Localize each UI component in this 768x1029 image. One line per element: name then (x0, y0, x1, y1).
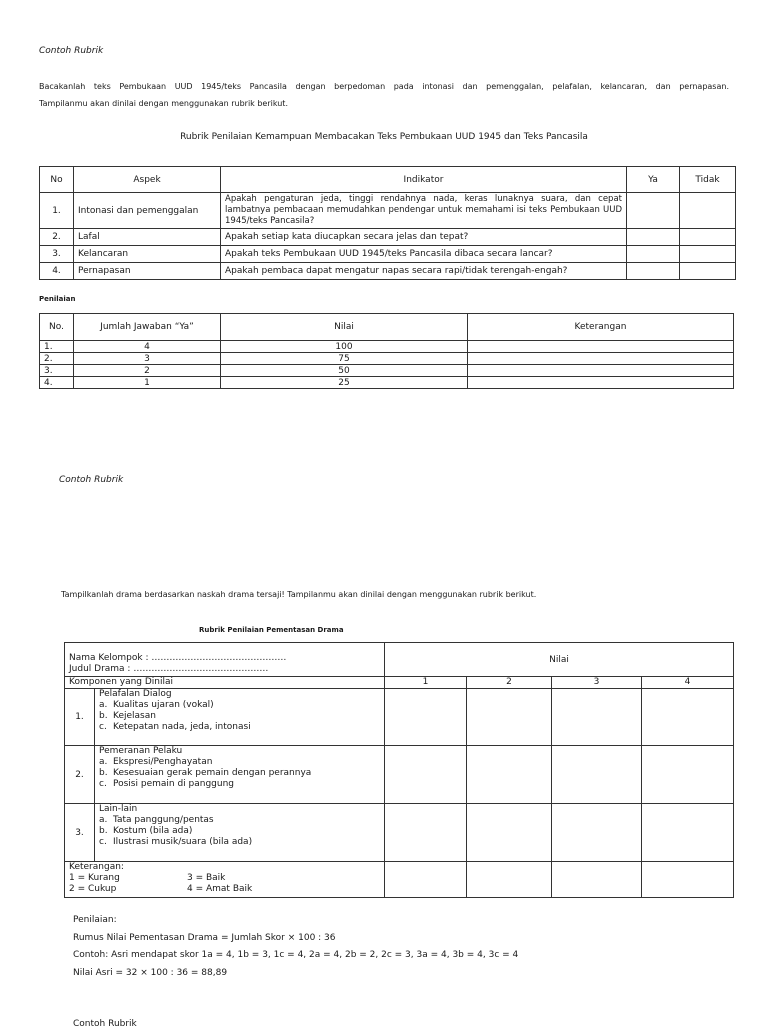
component-no: 1. (65, 689, 95, 746)
row-jumlah: 3 (74, 353, 221, 365)
table-row (40, 341, 734, 353)
score-conversion-table (39, 313, 734, 389)
score-col-2: 2 (467, 677, 552, 689)
table-row (40, 377, 734, 389)
row-no: 3. (40, 246, 74, 263)
component-detail (95, 804, 385, 862)
section1-table-title: Rubrik Penilaian Kemampuan Membacakan Teks Pembukaan UUD 1945 dan Teks Pancasila (180, 132, 588, 142)
component-item: a. Tata panggung/pentas (99, 815, 214, 825)
table-header-row (65, 677, 734, 689)
component-detail (95, 746, 385, 804)
nilai-asri: Nilai Asri = 32 × 100 : 36 = 88,89 (73, 968, 228, 978)
row-tidak-cell[interactable] (680, 246, 736, 263)
component-item: b. Kesesuaian gerak pemain dengan perannya (99, 768, 312, 778)
contoh-skor: Contoh: Asri mendapat skor 1a = 4, 1b = 3, 1c = 4, 2a = 4, 2b = 2, 2c = 3, 3a = 4, 3b = 4, 3c = 4 (73, 950, 519, 960)
score-col-3: 3 (552, 677, 642, 689)
row-nilai: 25 (221, 377, 468, 389)
judul-drama: Judul Drama : ……………………………………… (69, 664, 269, 674)
col-header-tidak: Tidak (680, 167, 736, 193)
legend-baik: 3 = Baik (187, 873, 226, 883)
section1-heading: Contoh Rubrik (39, 46, 104, 56)
component-item: c. Posisi pemain di panggung (99, 779, 235, 789)
row-no: 2. (40, 353, 74, 365)
component-item: a. Kualitas ujaran (vokal) (99, 700, 214, 710)
row-nilai: 75 (221, 353, 468, 365)
col-header-nilai: Nilai (221, 314, 468, 341)
row-nilai: 50 (221, 365, 468, 377)
component-no: 3. (65, 804, 95, 862)
row-no: 3. (40, 365, 74, 377)
table-row (40, 246, 736, 263)
score-cell[interactable] (642, 746, 734, 804)
row-ya-cell[interactable] (627, 193, 680, 229)
row-tidak-cell[interactable] (680, 263, 736, 280)
row-keterangan-cell[interactable] (468, 377, 734, 389)
row-indikator: Apakah pengaturan jeda, tinggi rendahnya nada, keras lunaknya suara, dan cepat lambatnya pembacaan memudahkan pendengar untuk memahami isi teks Pembukaan UUD 1945/teks Pancasila? (221, 193, 627, 229)
col-header-indikator: Indikator (221, 167, 627, 193)
row-jumlah: 2 (74, 365, 221, 377)
component-title: Pemeranan Pelaku (99, 746, 183, 756)
score-cell[interactable] (552, 862, 642, 898)
table-header-row (40, 167, 736, 193)
row-jumlah: 4 (74, 341, 221, 353)
score-cell[interactable] (467, 862, 552, 898)
component-item: c. Ketepatan nada, jeda, intonasi (99, 722, 251, 732)
keterangan-label: Keterangan: (69, 862, 124, 872)
row-no: 4. (40, 377, 74, 389)
table-row (40, 229, 736, 246)
col-header-keterangan: Keterangan (468, 314, 734, 341)
col-header-ya: Ya (627, 167, 680, 193)
table-row (40, 193, 736, 229)
row-jumlah: 1 (74, 377, 221, 389)
row-ya-cell[interactable] (627, 263, 680, 280)
legend-cell (65, 862, 385, 898)
row-keterangan-cell[interactable] (468, 353, 734, 365)
component-row (65, 804, 734, 862)
score-cell[interactable] (467, 804, 552, 862)
row-keterangan-cell[interactable] (468, 365, 734, 377)
score-col-4: 4 (642, 677, 734, 689)
score-cell[interactable] (552, 804, 642, 862)
section1-intro-line1: Bacakanlah teks Pembukaan UUD 1945/teks Pancasila dengan berpedoman pada intonasi dan pemenggalan, pelafalan, kelancaran, dan pernapasan. (39, 82, 729, 91)
section2-heading: Contoh Rubrik (59, 475, 124, 485)
score-cell[interactable] (385, 862, 467, 898)
table-header-row (65, 643, 734, 677)
komponen-header: Komponen yang Dinilai (65, 677, 385, 689)
row-nilai: 100 (221, 341, 468, 353)
row-aspek: Kelancaran (74, 246, 221, 263)
col-header-jumlah: Jumlah Jawaban “Ya” (74, 314, 221, 341)
penilaian-label: Penilaian (39, 295, 76, 303)
component-row (65, 746, 734, 804)
component-row (65, 689, 734, 746)
drama-rubric-table (64, 642, 734, 898)
score-cell[interactable] (552, 689, 642, 746)
score-cell[interactable] (642, 804, 734, 862)
legend-kurang: 1 = Kurang (69, 873, 120, 883)
row-ya-cell[interactable] (627, 246, 680, 263)
component-item: c. Ilustrasi musik/suara (bila ada) (99, 837, 253, 847)
component-item: a. Ekspresi/Penghayatan (99, 757, 213, 767)
component-title: Pelafalan Dialog (99, 689, 172, 699)
score-cell[interactable] (385, 804, 467, 862)
row-tidak-cell[interactable] (680, 229, 736, 246)
table-row (40, 353, 734, 365)
row-aspek: Lafal (74, 229, 221, 246)
nama-kelompok: Nama Kelompok : ……………………………………… (69, 653, 287, 663)
reading-rubric-table (39, 166, 736, 280)
section2-intro: Tampilkanlah drama berdasarkan naskah drama tersaji! Tampilanmu akan dinilai dengan menggunakan rubrik berikut. (61, 590, 537, 599)
row-indikator: Apakah teks Pembukaan UUD 1945/teks Pancasila dibaca secara lancar? (221, 246, 627, 263)
group-info-cell (65, 643, 385, 677)
section1-intro-line2: Tampilanmu akan dinilai dengan menggunakan rubrik berikut. (39, 99, 288, 108)
row-aspek: Pernapasan (74, 263, 221, 280)
score-col-1: 1 (385, 677, 467, 689)
score-cell[interactable] (642, 862, 734, 898)
component-item: b. Kostum (bila ada) (99, 826, 193, 836)
row-no: 4. (40, 263, 74, 280)
table-header-row (40, 314, 734, 341)
table-row (40, 263, 736, 280)
row-indikator: Apakah pembaca dapat mengatur napas secara rapi/tidak terengah-engah? (221, 263, 627, 280)
score-cell[interactable] (467, 746, 552, 804)
row-no: 2. (40, 229, 74, 246)
section2-table-title: Rubrik Penilaian Pementasan Drama (199, 626, 344, 634)
component-no: 2. (65, 746, 95, 804)
row-keterangan-cell[interactable] (468, 341, 734, 353)
score-cell[interactable] (642, 689, 734, 746)
penilaian-drama-label: Penilaian: (73, 915, 117, 925)
legend-amat-baik: 4 = Amat Baik (187, 884, 253, 894)
score-cell[interactable] (467, 689, 552, 746)
nilai-header: Nilai (385, 643, 734, 677)
legend-row (65, 862, 734, 898)
row-tidak-cell[interactable] (680, 193, 736, 229)
component-title: Lain-lain (99, 804, 138, 814)
score-cell[interactable] (385, 689, 467, 746)
row-aspek: Intonasi dan pemenggalan (74, 193, 221, 229)
component-detail (95, 689, 385, 746)
score-cell[interactable] (385, 746, 467, 804)
row-no: 1. (40, 341, 74, 353)
col-header-aspek: Aspek (74, 167, 221, 193)
legend-cukup: 2 = Cukup (69, 884, 117, 894)
table-row (40, 365, 734, 377)
score-cell[interactable] (552, 746, 642, 804)
col-header-no: No (40, 167, 74, 193)
cut-off-heading: Contoh Rubrik (73, 1019, 137, 1029)
row-ya-cell[interactable] (627, 229, 680, 246)
component-item: b. Kejelasan (99, 711, 156, 721)
rumus-nilai: Rumus Nilai Pementasan Drama = Jumlah Skor × 100 : 36 (73, 933, 336, 943)
col-header-no: No. (40, 314, 74, 341)
row-indikator: Apakah setiap kata diucapkan secara jelas dan tepat? (221, 229, 627, 246)
row-no: 1. (40, 193, 74, 229)
